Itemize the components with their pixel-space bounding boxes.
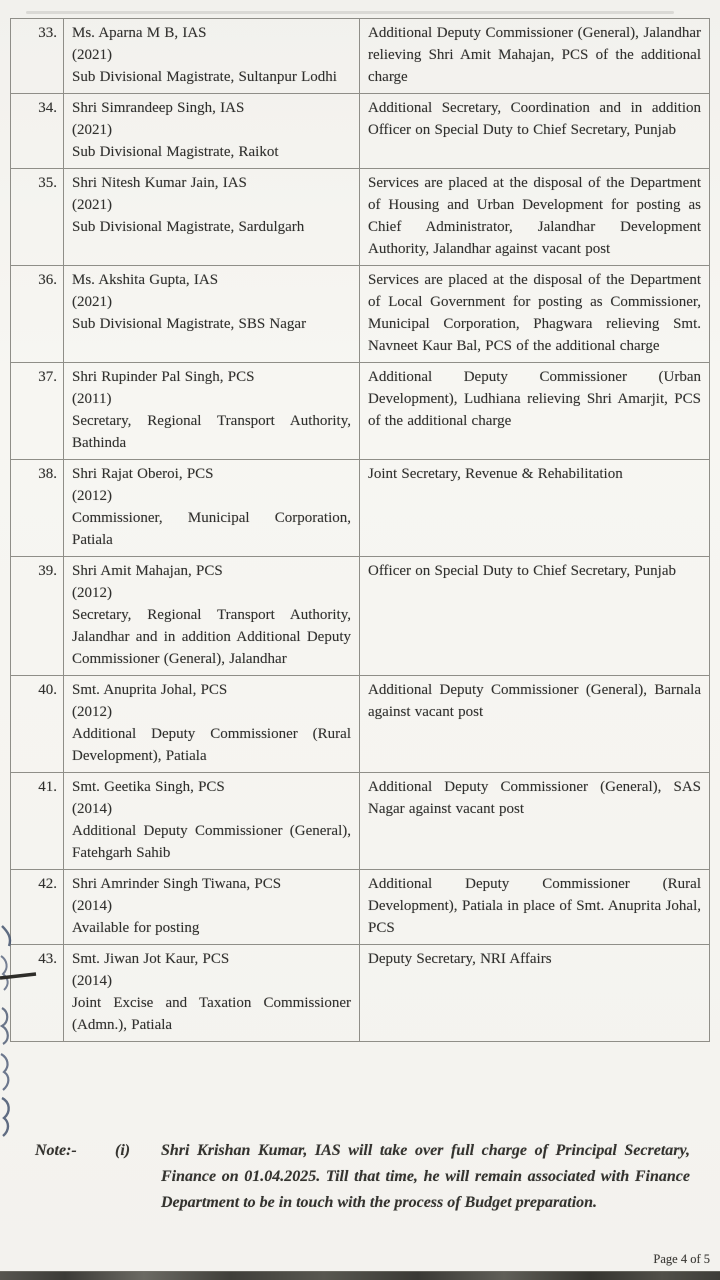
scan-edge-band xyxy=(0,1271,720,1280)
row-serial-number: 43. xyxy=(11,945,64,1042)
table-row xyxy=(11,945,710,1042)
row-serial-number: 42. xyxy=(11,870,64,945)
row-serial-number: 38. xyxy=(11,460,64,557)
note-label: Note:- xyxy=(35,1142,77,1159)
officer-current-post: Joint Excise and Taxation Commissioner (Admn.), Patiala xyxy=(72,995,351,1033)
table-row xyxy=(11,460,710,557)
new-posting-cell: Additional Deputy Commissioner (General), Jalandhar relieving Shri Amit Mahajan, PCS of the additional charge xyxy=(360,19,710,94)
table-row xyxy=(11,19,710,94)
note-section xyxy=(35,1138,690,1216)
table-row xyxy=(11,266,710,363)
officer-batch-year: (2011) xyxy=(72,391,112,407)
officer-current-post: Additional Deputy Commissioner (General), Fatehgarh Sahib xyxy=(72,823,351,861)
officer-batch-year: (2012) xyxy=(72,704,112,720)
officer-name: Ms. Aparna M B, IAS xyxy=(72,25,207,41)
officer-current-post: Sub Divisional Magistrate, Sultanpur Lodhi xyxy=(72,69,337,85)
row-serial-number: 40. xyxy=(11,676,64,773)
row-serial-number: 37. xyxy=(11,363,64,460)
officer-name: Smt. Anuprita Johal, PCS xyxy=(72,682,228,698)
row-serial-number: 33. xyxy=(11,19,64,94)
table-row xyxy=(11,94,710,169)
officer-batch-year: (2014) xyxy=(72,898,112,914)
row-serial-number: 35. xyxy=(11,169,64,266)
officer-current-post: Secretary, Regional Transport Authority, Bathinda xyxy=(72,413,351,451)
officer-current-post: Commissioner, Municipal Corporation, Patiala xyxy=(72,510,351,548)
new-posting-cell: Services are placed at the disposal of the Department of Housing and Urban Development for posting as Chief Administrator, Jalandhar Development Authority, Jalandhar against vacant post xyxy=(360,169,710,266)
new-posting-cell: Additional Deputy Commissioner (General), Barnala against vacant post xyxy=(360,676,710,773)
postings-table xyxy=(10,18,710,1042)
new-posting-cell: Additional Deputy Commissioner (Urban Development), Ludhiana relieving Shri Amarjit, PCS of the additional charge xyxy=(360,363,710,460)
officer-batch-year: (2021) xyxy=(72,294,112,310)
officer-cell xyxy=(64,169,360,266)
officer-name: Shri Rupinder Pal Singh, PCS xyxy=(72,369,255,385)
officer-current-post: Additional Deputy Commissioner (Rural Development), Patiala xyxy=(72,726,351,764)
officer-batch-year: (2021) xyxy=(72,197,112,213)
row-serial-number: 41. xyxy=(11,773,64,870)
officer-batch-year: (2012) xyxy=(72,585,112,601)
new-posting-cell: Officer on Special Duty to Chief Secretary, Punjab xyxy=(360,557,710,676)
officer-cell xyxy=(64,676,360,773)
table-row xyxy=(11,870,710,945)
postings-table-body xyxy=(11,19,710,1042)
table-row xyxy=(11,169,710,266)
new-posting-cell: Additional Secretary, Coordination and in addition Officer on Special Duty to Chief Secretary, Punjab xyxy=(360,94,710,169)
officer-current-post: Secretary, Regional Transport Authority, Jalandhar and in addition Additional Deputy Commissioner (General), Jalandhar xyxy=(72,607,351,667)
officer-current-post: Sub Divisional Magistrate, Raikot xyxy=(72,144,279,160)
officer-current-post: Sub Divisional Magistrate, SBS Nagar xyxy=(72,316,307,332)
officer-name: Smt. Jiwan Jot Kaur, PCS xyxy=(72,951,230,967)
row-serial-number: 39. xyxy=(11,557,64,676)
officer-current-post: Sub Divisional Magistrate, Sardulgarh xyxy=(72,219,305,235)
officer-cell xyxy=(64,460,360,557)
new-posting-cell: Additional Deputy Commissioner (Rural Development), Patiala in place of Smt. Anuprita Johal, PCS xyxy=(360,870,710,945)
officer-name: Smt. Geetika Singh, PCS xyxy=(72,779,225,795)
officer-name: Shri Amit Mahajan, PCS xyxy=(72,563,223,579)
ink-marks-svg xyxy=(0,912,42,1147)
officer-batch-year: (2014) xyxy=(72,801,112,817)
officer-batch-year: (2021) xyxy=(72,47,112,63)
officer-cell xyxy=(64,19,360,94)
officer-cell xyxy=(64,94,360,169)
officer-current-post: Available for posting xyxy=(72,920,200,936)
officer-cell xyxy=(64,773,360,870)
table-row xyxy=(11,557,710,676)
officer-name: Shri Amrinder Singh Tiwana, PCS xyxy=(72,876,282,892)
officer-name: Shri Simrandeep Singh, IAS xyxy=(72,100,245,116)
note-item-marker: (i) xyxy=(115,1142,131,1159)
officer-name: Shri Nitesh Kumar Jain, IAS xyxy=(72,175,247,191)
new-posting-cell: Services are placed at the disposal of the Department of Local Government for posting as Commissioner, Municipal Corporation, Phagwara relieving Smt. Navneet Kaur Bal, PCS of the additional charge xyxy=(360,266,710,363)
officer-cell xyxy=(64,870,360,945)
officer-cell xyxy=(64,557,360,676)
note-text: Shri Krishan Kumar, IAS will take over full charge of Principal Secretary, Finance on 01.04.2025. Till that time, he will remain associated with Finance Department to be in touch with the process of Budget preparation. xyxy=(161,1142,690,1211)
new-posting-cell: Deputy Secretary, NRI Affairs xyxy=(360,945,710,1042)
row-serial-number: 34. xyxy=(11,94,64,169)
table-row xyxy=(11,676,710,773)
officer-batch-year: (2012) xyxy=(72,488,112,504)
table-row xyxy=(11,773,710,870)
officer-cell xyxy=(64,266,360,363)
new-posting-cell: Joint Secretary, Revenue & Rehabilitation xyxy=(360,460,710,557)
officer-name: Ms. Akshita Gupta, IAS xyxy=(72,272,219,288)
officer-cell xyxy=(64,363,360,460)
scan-smudge xyxy=(26,11,674,14)
new-posting-cell: Additional Deputy Commissioner (General), SAS Nagar against vacant post xyxy=(360,773,710,870)
officer-batch-year: (2021) xyxy=(72,122,112,138)
handwritten-margin-marks xyxy=(0,912,42,1152)
officer-cell xyxy=(64,945,360,1042)
officer-name: Shri Rajat Oberoi, PCS xyxy=(72,466,214,482)
officer-batch-year: (2014) xyxy=(72,973,112,989)
table-row xyxy=(11,363,710,460)
page-number: Page 4 of 5 xyxy=(653,1252,710,1266)
row-serial-number: 36. xyxy=(11,266,64,363)
